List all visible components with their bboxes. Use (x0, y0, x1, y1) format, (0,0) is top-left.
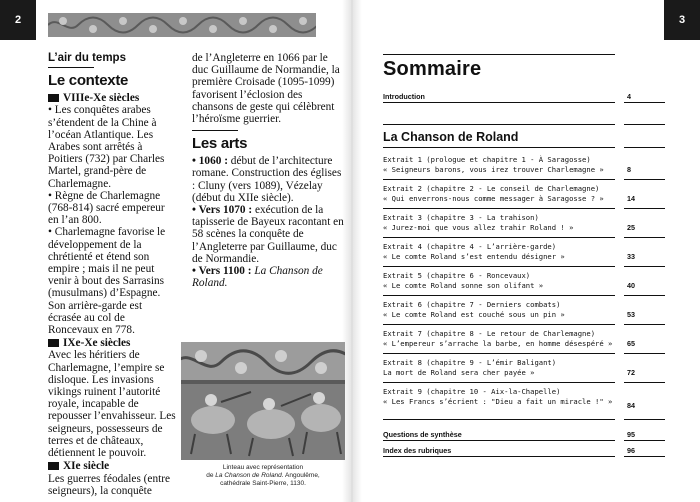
sommaire-title: Sommaire (383, 58, 482, 80)
section-title-chanson: La Chanson de Roland (383, 130, 519, 144)
extract-page: 72 (627, 368, 635, 377)
extract-quote: « Le comte Roland sonne son olifant » (383, 281, 544, 290)
toc-rule (383, 266, 615, 267)
arts-year: • Vers 1100 : (192, 265, 252, 278)
toc-extract[interactable] (383, 155, 665, 184)
toc-extract[interactable] (383, 213, 665, 242)
toc-rule (624, 419, 665, 420)
book-gutter (342, 0, 362, 502)
caption-line: cathédrale Saint-Pierre, 1130. (220, 480, 306, 487)
toc-rule (383, 419, 615, 420)
extract-heading: Extrait 9 (chapitre 10 - Aix-la-Chapelle) (383, 387, 561, 396)
arts-entry (192, 155, 344, 204)
section-rule (383, 147, 615, 148)
arts-year: • Vers 1070 : (192, 204, 253, 217)
kicker-air-du-temps: L’air du temps (48, 52, 126, 64)
extract-page: 84 (627, 401, 635, 410)
century-label-text: IXe-Xe siècles (63, 337, 131, 350)
toc-rule (624, 382, 665, 383)
toc-rule (624, 324, 665, 325)
toc-extract[interactable] (383, 242, 665, 271)
toc-rule (383, 440, 615, 441)
toc-questions[interactable] (383, 430, 665, 442)
century-label-3 (48, 460, 176, 472)
extract-page: 8 (627, 165, 631, 174)
page-number-left: 2 (0, 0, 36, 40)
extract-quote: « Seigneurs barons, vous irez trouver Charlemagne » (383, 165, 604, 174)
toc-rule (383, 102, 615, 103)
context-column (48, 52, 176, 497)
context-paragraph: Avec les héritiers de Charlemagne, l’empire se disloque. Les invasions vikings ruinent l’autorité royale, incapable de repousser l’envahisseur. Les seigneurs, possesseurs de terres et de châteaux, détiennent le pouvoir. (48, 349, 176, 460)
caption-line: Linteau avec représentation (222, 464, 304, 471)
section-rule (383, 124, 615, 125)
extract-heading: Extrait 2 (chapitre 2 - Le conseil de Charlemagne) (383, 184, 600, 193)
caption-title: La Chanson de Roland (215, 472, 282, 479)
toc-rule (624, 179, 665, 180)
extract-quote: « Le comte Roland s’est entendu désigner » (383, 252, 565, 261)
toc-label: Questions de synthèse (383, 430, 462, 439)
toc-extract[interactable] (383, 387, 665, 424)
extract-quote: « Qui enverrons-nous comme messager à Saragosse ? » (383, 194, 604, 203)
context-paragraph: Les guerres féodales (entre seigneurs), la conquête (48, 472, 171, 497)
extract-page: 65 (627, 339, 635, 348)
lintel-photo (181, 342, 345, 460)
extract-page: 25 (627, 223, 635, 232)
context-continuation: de l’Angleterre en 1066 par le duc Guillaume de Normandie, la première Croisade (1095-1099) favorisent l’éclosion des chansons de geste qui célèbrent l’héroïsme guerrier. (192, 52, 340, 126)
photo-caption (181, 464, 345, 488)
toc-rule (383, 237, 615, 238)
toc-extract[interactable] (383, 300, 665, 329)
page-number-right: 3 (664, 0, 700, 40)
heading-le-contexte: Le contexte (48, 72, 129, 90)
extract-heading: Extrait 6 (chapitre 7 - Derniers combats) (383, 300, 561, 309)
toc-extract[interactable] (383, 271, 665, 300)
toc-rule (383, 295, 615, 296)
context-paragraph: • Charlemagne favorise le développement de la chrétienté et étend son empire ; mais il ne peut venir à bout des Sarrasins (musulmans) d’Espagne. Son arrière-garde est écrasée au col de Roncevaux en 778. (48, 226, 166, 337)
century-label-1 (48, 92, 176, 104)
toc-extract[interactable] (383, 358, 665, 387)
toc-rule (624, 208, 665, 209)
toc-page: 96 (627, 446, 635, 455)
toc-page: 4 (627, 92, 631, 101)
toc-rule (383, 179, 615, 180)
toc-extract[interactable] (383, 329, 665, 358)
toc-label: Introduction (383, 92, 425, 101)
toc-rule (624, 102, 665, 103)
toc-rule (383, 456, 615, 457)
toc-index[interactable] (383, 446, 665, 458)
context-paragraph: • Règne de Charlemagne (768-814) sacré empereur en l’an 800. (48, 189, 165, 227)
toc-rule (383, 208, 615, 209)
toc-rule (624, 266, 665, 267)
extract-heading: Extrait 8 (chapitre 9 - L’émir Baligant) (383, 358, 557, 367)
extract-quote: La mort de Roland sera cher payée » (383, 368, 535, 377)
extract-heading: Extrait 7 (chapitre 8 - Le retour de Charlemagne) (383, 329, 596, 338)
arts-column (192, 52, 344, 289)
toc-rule (624, 440, 665, 441)
extract-heading: Extrait 4 (chapitre 4 - L’arrière-garde) (383, 242, 557, 251)
toc-label: Index des rubriques (383, 446, 452, 455)
sommaire-top-rule (383, 54, 615, 55)
century-label-2 (48, 337, 176, 349)
toc-page: 95 (627, 430, 635, 439)
century-label-text: VIIIe-Xe siècles (63, 92, 140, 105)
century-label-text: XIe siècle (63, 460, 110, 473)
arts-text: début de l’architecture romane. Construction des églises : Cluny (vers 1089), Vézelay (début du XIIe siècle). (192, 155, 342, 204)
extract-page: 33 (627, 252, 635, 261)
section-rule (624, 124, 665, 125)
square-bullet-icon (48, 94, 59, 102)
extract-heading: Extrait 3 (chapitre 3 - La trahison) (383, 213, 539, 222)
square-bullet-icon (48, 339, 59, 347)
arts-entry (192, 265, 344, 289)
caption-line (181, 472, 345, 480)
caption-text: . Angoulême, (281, 472, 320, 479)
toc-rule (383, 382, 615, 383)
toc-rule (383, 324, 615, 325)
context-paragraph: • Les conquêtes arabes s’étendent de la Chine à l’océan Atlantique. Les Arabes sont arrêtés à Poitiers (732) par Charles Martel, grand-père de Charlemagne. (48, 104, 165, 190)
arts-text: exécution de la tapisserie de Bayeux racontant en 58 scènes la conquête de l’Angleterre par Guillaume, duc de Normandie. (192, 204, 344, 265)
extract-heading: Extrait 1 (prologue et chapitre 1 - À Saragosse) (383, 155, 591, 164)
toc-rule (383, 353, 615, 354)
toc-rule (624, 353, 665, 354)
toc-rule (624, 295, 665, 296)
section-rule (624, 147, 665, 148)
arts-year: • 1060 : (192, 155, 228, 168)
extract-quote: « Jurez-moi que vous allez trahir Roland ! » (383, 223, 574, 232)
heading-les-arts: Les arts (192, 135, 248, 153)
toc-rule (624, 237, 665, 238)
extract-quote: « L’empereur s’arrache la barbe, en homme désespéré » (383, 339, 613, 348)
extract-heading: Extrait 5 (chapitre 6 - Roncevaux) (383, 271, 531, 280)
square-bullet-icon (48, 462, 59, 470)
toc-rule (624, 456, 665, 457)
arts-rule (192, 130, 238, 131)
caption-text: de (206, 472, 216, 479)
toc-extract[interactable] (383, 184, 665, 213)
extract-quote: « Le comte Roland est couché sous un pin » (383, 310, 565, 319)
arts-entry (192, 204, 344, 265)
toc-introduction[interactable] (383, 92, 665, 104)
extract-page: 14 (627, 194, 635, 203)
frieze-image-strip (48, 13, 316, 37)
arts-text-italic: La Chanson de Roland. (192, 265, 323, 290)
kicker-rule (48, 67, 94, 68)
extract-page: 40 (627, 281, 635, 290)
extract-page: 53 (627, 310, 635, 319)
extract-quote: « Les Francs s’écrient : "Dieu a fait un miracle !" » (383, 397, 613, 406)
